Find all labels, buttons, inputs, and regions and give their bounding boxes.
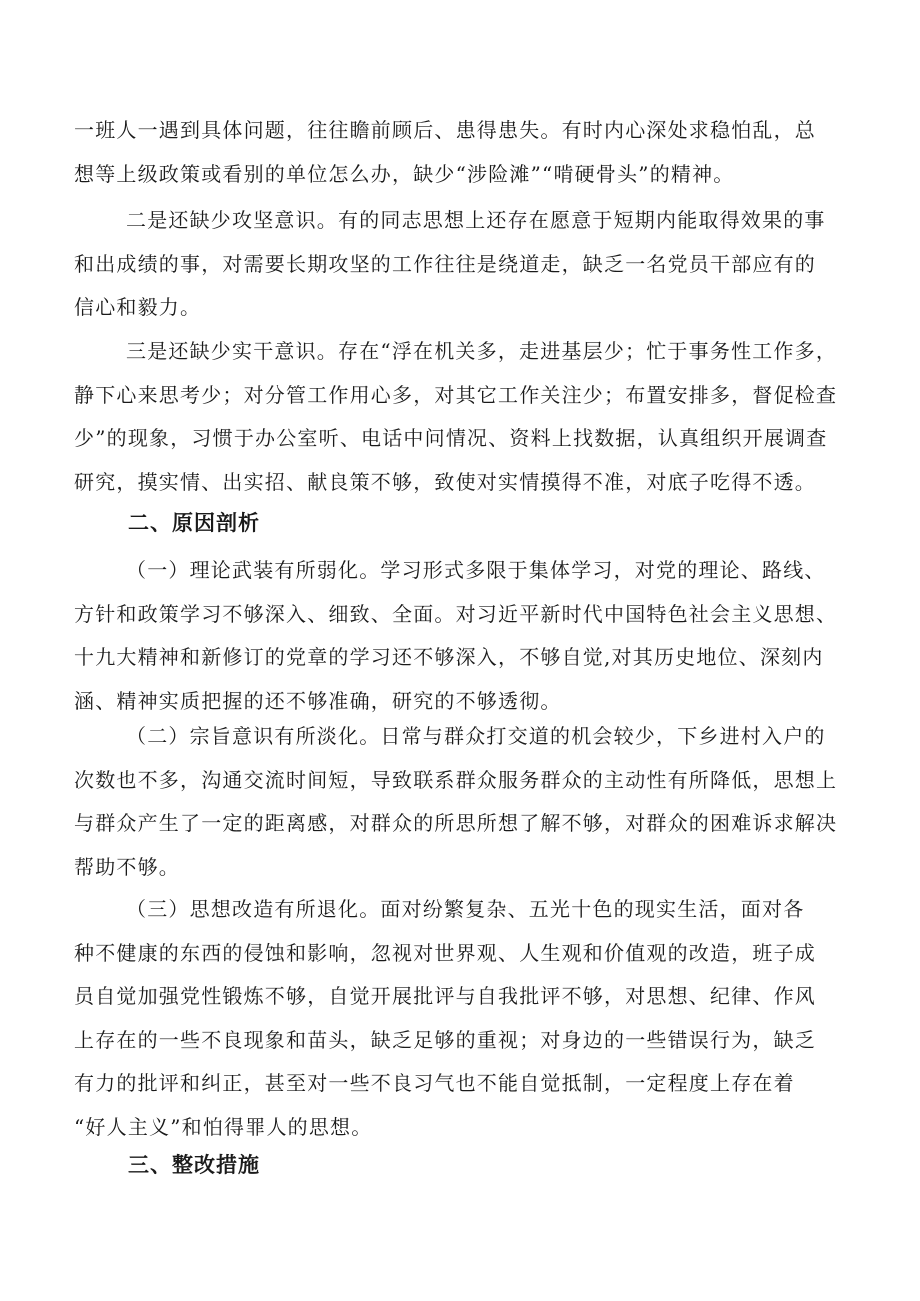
- section-heading-rectification-measures: 三、整改措施: [128, 1153, 260, 1177]
- paragraph-line: 信心和毅力。: [74, 295, 202, 320]
- paragraph-line: 少”的现象，习惯于办公室听、电话中问情况、资料上找数据，认真组织开展调查: [74, 426, 828, 451]
- paragraph-line: 涵、精神实质把握的还不够准确，研究的不够透彻。: [74, 688, 562, 713]
- paragraph-line: 二是还缺少攻坚意识。有的同志思想上还存在愿意于短期内能取得效果的事: [126, 208, 826, 232]
- paragraph-line: 种不健康的东西的侵蚀和影响，忽视对世界观、人生观和价值观的改造，班子成: [74, 940, 816, 965]
- paragraph-line: 与群众产生了一定的距离感，对群众的所思所想了解不够，对群众的困难诉求解决: [74, 811, 838, 836]
- paragraph-line: 一班人一遇到具体问题，往往瞻前顾后、患得患失。有时内心深处求稳怕乱，总: [74, 118, 816, 142]
- paragraph-5: [74, 715, 874, 889]
- paragraph-line: 方针和政策学习不够深入、细致、全面。对习近平新时代中国特色社会主义思想、: [74, 601, 838, 626]
- paragraph-6: [74, 888, 874, 1150]
- paragraph-line: 研究，摸实情、出实招、献良策不够，致使对实情摸得不准，对底子吃得不透。: [74, 469, 816, 494]
- paragraph-line: 和出成绩的事，对需要长期攻坚的工作往往是绕道走，缺乏一名党员干部应有的: [74, 251, 816, 276]
- paragraph-line: 静下心来思考少；对分管工作用心多，对其它工作关注少；布置安排多，督促检查: [74, 382, 838, 407]
- paragraph-line: 有力的批评和纠正，甚至对一些不良习气也不能自觉抵制，一定程度上存在着: [74, 1071, 795, 1096]
- paragraph-3: [74, 330, 874, 504]
- paragraph-line: 上存在的一些不良现象和苗头，缺乏足够的重视；对身边的一些错误行为，缺乏: [74, 1027, 816, 1052]
- paragraph-line: 次数也不多，沟通交流时间短，导致联系群众服务群众的主动性有所降低，思想上: [74, 767, 838, 792]
- paragraph-line: 员自觉加强党性锻炼不够，自觉开展批评与自我批评不够，对思想、纪律、作风: [74, 984, 816, 1009]
- paragraph-line: 三是还缺少实干意识。存在“浮在机关多，走进基层少；忙于事务性工作多，: [126, 339, 838, 363]
- paragraph-line: 十九大精神和新修订的党章的学习还不够深入，不够自觉,对其历史地位、深刻内: [74, 645, 824, 670]
- paragraph-1: [74, 109, 874, 196]
- paragraph-line: （三）思想改造有所退化。面对纷繁复杂、五光十色的现实生活，面对各: [126, 897, 805, 921]
- paragraph-line: “好人主义”和怕得罪人的思想。: [74, 1114, 373, 1139]
- section-heading-cause-analysis: 二、原因剖析: [128, 511, 260, 535]
- paragraph-4: [74, 549, 874, 723]
- paragraph-line: 想等上级政策或看别的单位怎么办，缺少“涉险滩”“啃硬骨头”的精神。: [74, 161, 735, 186]
- paragraph-2: [74, 199, 874, 330]
- paragraph-line: 帮助不够。: [74, 854, 180, 879]
- paragraph-line: （一）理论武装有所弱化。学习形式多限于集体学习，对党的理论、路线、: [126, 558, 826, 582]
- paragraph-line: （二）宗旨意识有所淡化。日常与群众打交道的机会较少，下乡进村入户的: [126, 724, 826, 748]
